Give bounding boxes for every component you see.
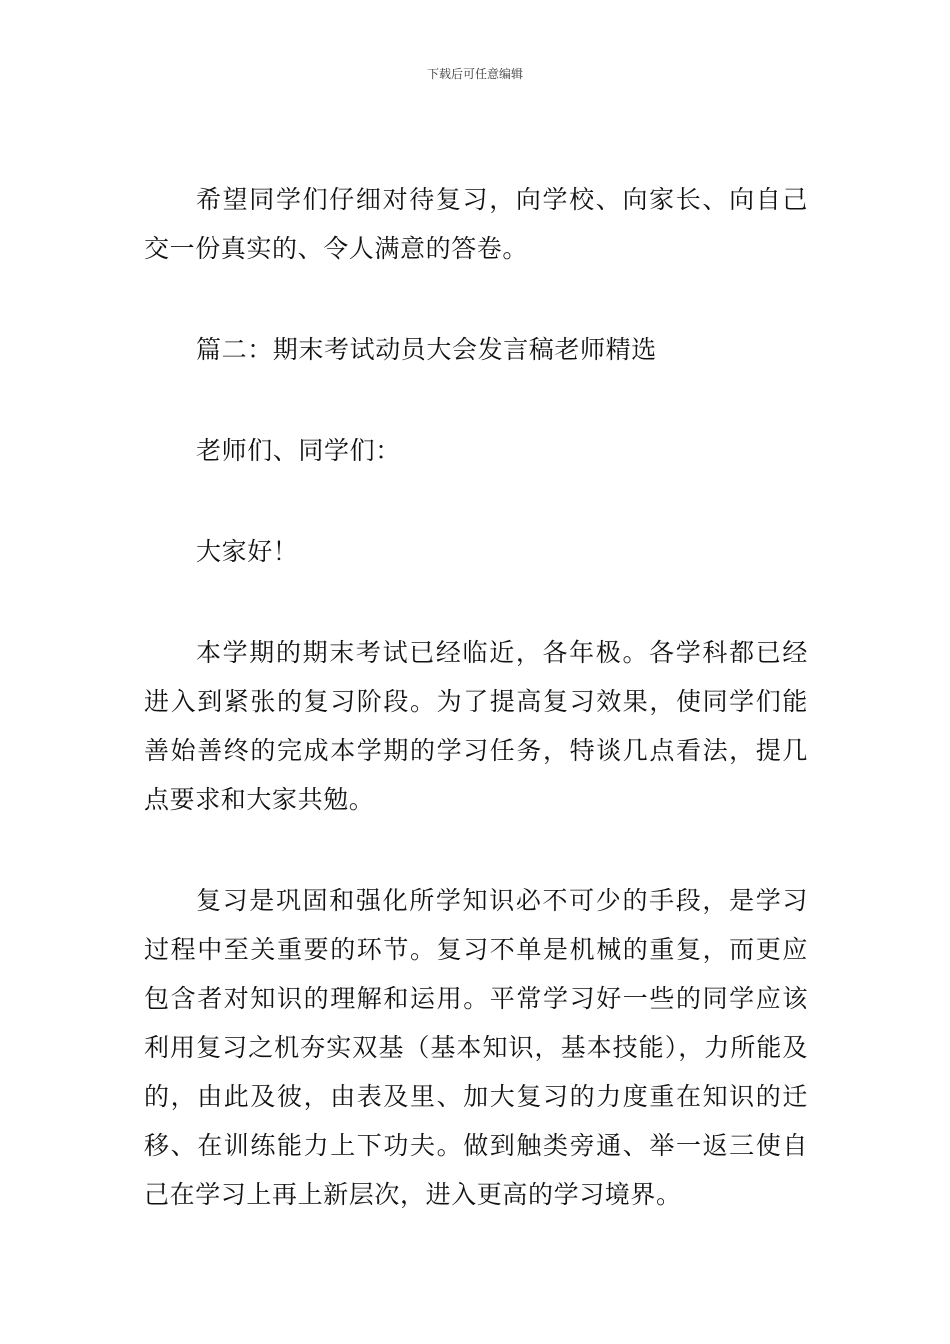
document-body: [144, 175, 808, 1271]
paragraph-closing-hope: 希望同学们仔细对待复习，向学校、向家长、向自己交一份真实的、令人满意的答卷。: [144, 185, 808, 263]
paragraph-review: 复习是巩固和强化所学知识必不可少的手段，是学习过程中至关重要的环节。复习不单是机械的重复，而更应包含者对知识的理解和运用。平常学习好一些的同学应该利用复习之机夯实双基（基本知识，基本技能），力所能及的，由此及彼，由表及里、加大复习的力度重在知识的迁移、在训练能力上下功夫。做到触类旁通、举一返三使自己在学习上再上新层次，进入更高的学习境界。: [144, 886, 808, 1209]
paragraph-salutation: 老师们、同学们：: [196, 436, 401, 465]
paragraph-intro: 本学期的期末考试已经临近，各年极。各学科都已经进入到紧张的复习阶段。为了提高复习效果，使同学们能善始善终的完成本学期的学习任务，特谈几点看法，提几点要求和大家共勉。: [144, 638, 808, 814]
page-header: 下载后可任意编辑: [426, 67, 523, 81]
paragraph-greeting: 大家好！: [196, 537, 299, 566]
section-heading: 篇二：期末考试动员大会发言稿老师精选: [196, 335, 657, 364]
